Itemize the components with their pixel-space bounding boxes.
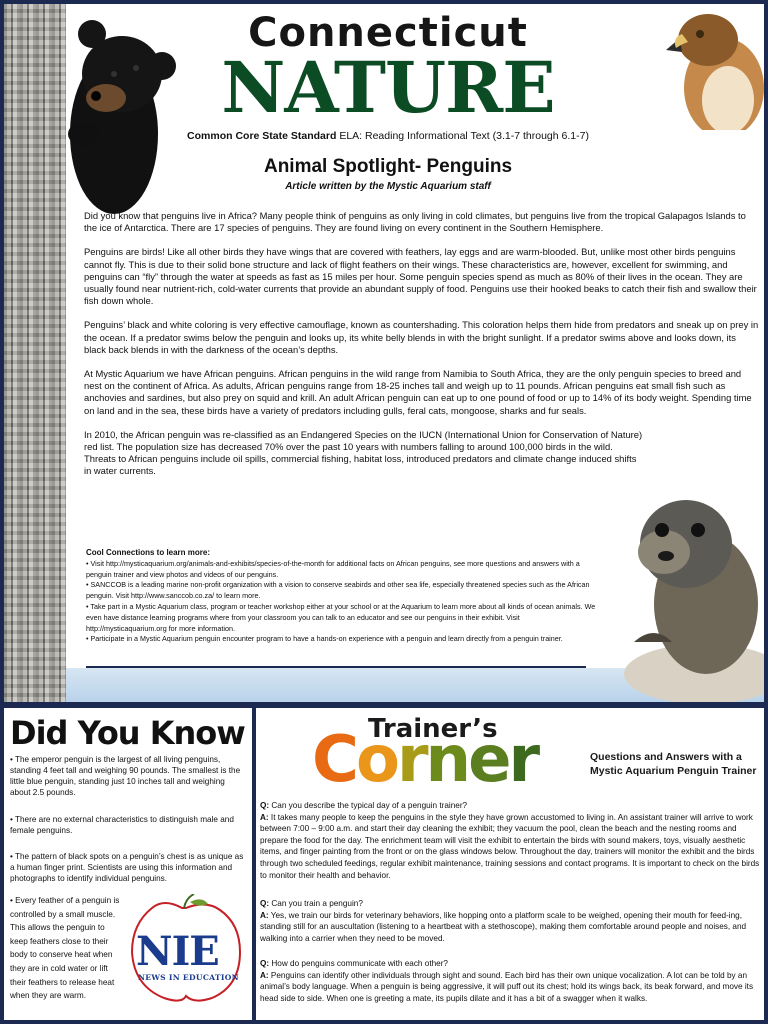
title-connecticut: Connecticut	[248, 10, 528, 56]
corner-letter: o	[355, 723, 397, 797]
cool-connections	[86, 548, 596, 645]
answer-text: It takes many people to keep the penguins in the style they have grown accustomed to living in. An assistant trainer will arrive to work between 7:00 – 9:00 a.m. and start their day cleaning the exhibit; they vacuum the pool, clean the beach and the nesting rooms and prepare the food for the day. The enrichment team will visit the exhibit to entertain the birds with sound makers, toys, visually aesthetic items, and finger painting from the front or on the glass windows below. Throughout the day, trainers will monitor the exhibit and the birds through two scheduled feedings, regular exhibit maintenance, training sessions and contact programs. It is important to check on the birds to monitor their health and behavior.	[260, 812, 760, 880]
qa-item	[260, 898, 760, 944]
question-text: How do penguins communicate with each other?	[271, 959, 448, 968]
article-byline: Article written by the Mystic Aquarium staff	[285, 181, 491, 192]
answer-text: Yes, we train our birds for veterinary behaviors, like hopping onto a platform scale to be weighed, opening their mouth for feed-ing, standing still for an auscultation (listening to a heartbeat with a stethoscope), making them comfortable around people and noises, and walking into a carrier when they need to be moved.	[260, 910, 747, 943]
nie-logo-subtitle: NEWS IN EDUCATION	[138, 973, 239, 982]
question-label: Q:	[260, 899, 270, 908]
title-nature: NATURE	[221, 46, 555, 129]
fact-item: • Every feather of a penguin is controlled by a small muscle. This allows the penguin to keep feathers close to their body to conserve heat when they are in cold water or lift their feathers to release heat when they are warm.	[10, 896, 120, 1001]
question-label: Q:	[260, 801, 270, 810]
article-paragraph: Did you know that penguins live in Africa? Many people think of penguins as only living in cold climates, but penguins live from the tropical Galapagos Islands to the ice of Antarctica. There are 17 species of penguins. They are found living on every continent in the Southern Hemisphere.	[84, 210, 746, 234]
question-text: Can you describe the typical day of a penguin trainer?	[271, 801, 468, 810]
nie-logo-text: NIE	[136, 928, 219, 975]
cool-connections-heading: Cool Connections to learn more:	[86, 548, 211, 557]
cool-connections-item: • Participate in a Mystic Aquarium penguin encounter program to have a hands-on experience with a penguin and learn directly from a penguin trainer.	[86, 634, 563, 644]
corner-letter: r	[508, 723, 538, 797]
article-paragraph: Penguins are birds! Like all other birds they have wings that are covered with feathers, lay eggs and are warm-blooded. But, unlike most other birds penguins cannot fly. This is due to their solid bone structure and lack of flight feathers on their wings. These characteristics are, however, excellent for swimming, and penguins can “fly” through the water at speeds as fast as 15 miles per hour. Some penguin species spend as much as 80% of their lives in the ocean. They are usually found near nutrient-rich, cold-water currents that provide an abundant supply of food. Penguins use their hooked beaks to catch their fish and swallow their fish down whole.	[84, 246, 757, 307]
did-you-know-title: Did You Know	[10, 714, 245, 752]
spotlight-panel	[4, 4, 764, 702]
did-you-know-panel	[4, 708, 252, 1020]
standard-label: Common Core State Standard	[187, 130, 337, 142]
answer-label: A:	[260, 970, 269, 980]
corner-letter: n	[425, 723, 469, 797]
article-paragraph: Penguins’ black and white coloring is very effective camouflage, known as countershading. This coloration helps them hide from predators and sneak up on prey in the ocean. If a predator swims below the penguin and looks up, its white belly blends in with the bright sunlight. If a predator swims above and looks down, its black back blends in with the darkness of the ocean’s depths.	[84, 319, 759, 355]
trainers-title: Trainer’s	[368, 714, 498, 744]
qa-heading: Questions and Answers with a Mystic Aquarium Penguin Trainer	[590, 751, 757, 777]
article-title: Animal Spotlight- Penguins	[263, 156, 513, 177]
cool-connections-item: • SANCCOB is a leading marine non-profit organization with a vision to conserve seabirds and other sea life, especially threatened species such as the African penguin. Visit http://www.sanccob.co.za/ to learn more.	[86, 580, 590, 601]
corner-title	[312, 720, 537, 800]
standard-value: ELA: Reading Informational Text (3.1-7 through 6.1-7)	[339, 130, 589, 142]
cool-connections-item: • Take part in a Mystic Aquarium class, program or teacher workshop either at your school or at the Aquarium to learn more about all kinds of ocean animals. We even have distance learning programs where from your classroom you can talk to an educator and see our penguins in their exhibit. Visit http://mysticaquarium.org for more information.	[86, 601, 596, 633]
answer-label: A:	[260, 910, 269, 920]
cool-connections-item: • Visit http://mysticaquarium.org/animals-and-exhibits/species-of-the-month for additional facts on African penguins, see more questions and answers with a penguin trainer and view photos and videos of our penguins.	[86, 558, 580, 579]
question-text: Can you train a penguin?	[271, 899, 363, 908]
article-paragraph: In 2010, the African penguin was re-classified as an Endangered Species on the IUCN (International Union for Conservation of Nature) red list. The population size has decreased 70% over the past 10 years with numbers falling to around 100,000 birds in the wild. Threats to African penguins include oil spills, commercial fishing, habitat loss, introduced predators and climate change induced shifts in water currents.	[84, 428, 643, 477]
corner-letter: C	[312, 723, 356, 797]
fact-item: • The pattern of black spots on a penguin’s chest is as unique as a human finger print. Scientists are using this information and photographs to identify individual penguins.	[10, 852, 244, 883]
standard-line	[4, 130, 764, 142]
article-body	[84, 210, 760, 490]
answer-label: A:	[260, 812, 269, 822]
corner-letter: r	[396, 723, 426, 797]
fact-item: • The emperor penguin is the largest of all living penguins, standing 4 feet tall and weighing 90 pounds. The smallest is the little blue penguin, standing just 10 inches tall and weighing about 2.5 pounds.	[10, 755, 241, 797]
article-paragraph: At Mystic Aquarium we have African penguins. African penguins in the wild range from Namibia to South Africa, they are the only penguin species to breed and nest on the continent of Africa. As adults, African penguins range from 18-25 inches tall and weigh up to 11 pounds. African penguins eat small fish such as anchovies and sardines, but also prey on squid and krill. An adult African penguin can eat up to one pound of food or up to 14% of its body weight. Spending time on land and in the sea, these birds have a variety of predators including gulls, feral cats, mongoose, sharks and fur seals.	[84, 368, 752, 416]
answer-text: Penguins can identify other individuals through sight and sound. Each bird has their own unique vocalization. A lot can be told by an animal’s body language. When a penguin is being aggressive, it will puff out its chest; hold its wings back, its beak forward, and move its head side to side. When one is greeting a mate, its pupils dilate and it has a bit of a swagger when it walks.	[260, 970, 754, 1003]
corner-letter: e	[468, 723, 509, 797]
seal-image	[594, 474, 764, 702]
fact-item: • There are no external characteristics to distinguish male and female penguins.	[10, 815, 234, 835]
trainers-corner-panel	[256, 708, 764, 1020]
question-label: Q:	[260, 959, 270, 968]
qa-item	[260, 800, 760, 881]
qa-item	[260, 958, 760, 1004]
